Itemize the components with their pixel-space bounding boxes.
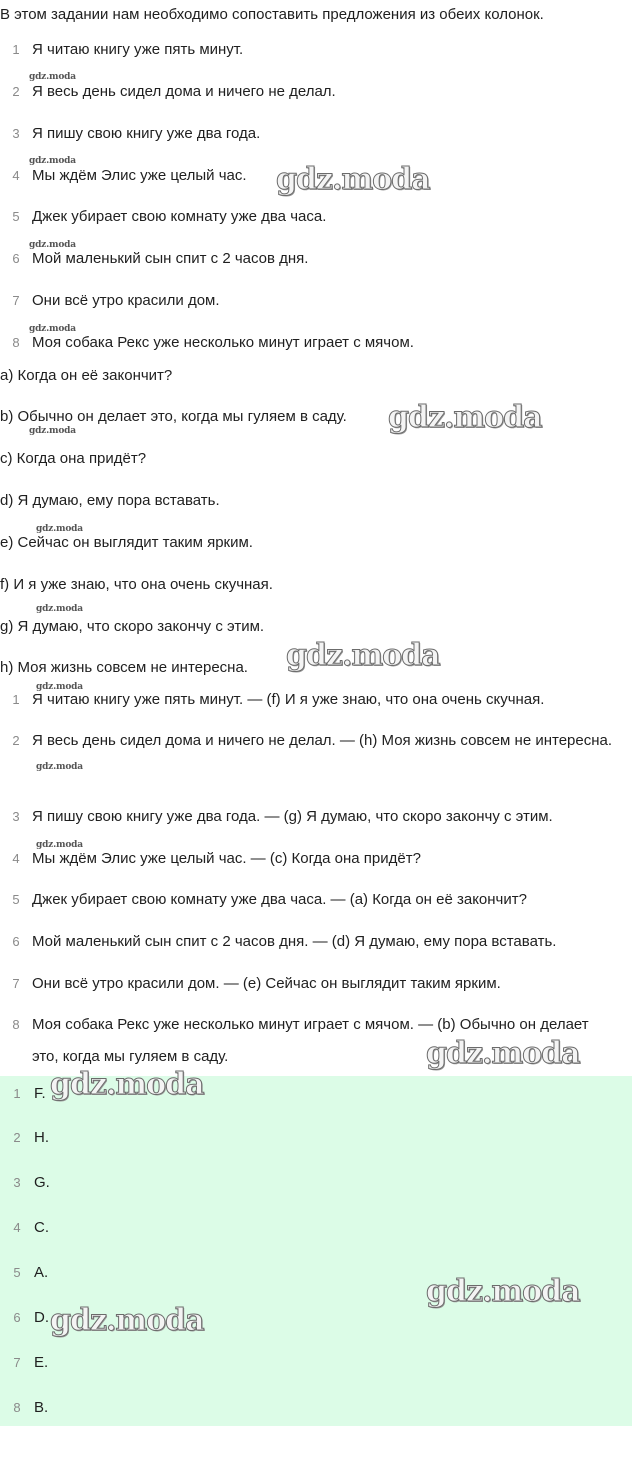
watermark-small: gdz.moda (29, 156, 76, 166)
item-text: Я весь день сидел дома и ничего не делал. — (h) Моя жизнь совсем не интересна. (32, 732, 613, 749)
watermark-small: gdz.moda (36, 604, 83, 614)
option-item: a) Когда он её закончит? (0, 367, 173, 384)
watermark-small: gdz.moda (29, 426, 76, 436)
sentence-item (0, 167, 247, 185)
watermark-small: gdz.moda (36, 524, 83, 534)
watermark-small: gdz.moda (29, 324, 76, 334)
item-text: F. (34, 1085, 46, 1102)
item-number: 3 (12, 126, 20, 141)
watermark-small: gdz.moda (36, 762, 83, 772)
item-number: 4 (12, 851, 20, 866)
item-text: B. (34, 1399, 49, 1416)
option-item: e) Сейчас он выглядит таким ярким. (0, 534, 253, 551)
item-text: Джек убирает свою комнату уже два часа. (32, 208, 327, 225)
answer-item (0, 1309, 49, 1327)
item-text: Я пишу свою книгу уже два года. — (g) Я думаю, что скоро закончу с этим. (32, 808, 553, 825)
sentence-item (0, 208, 326, 226)
item-text: E. (34, 1354, 49, 1371)
item-text: H. (34, 1129, 49, 1146)
item-number: 3 (12, 809, 20, 824)
item-number: 8 (13, 1400, 21, 1415)
item-number: 2 (12, 733, 20, 748)
answer-item (0, 1174, 50, 1192)
answer-item (0, 1129, 49, 1147)
answer-item (0, 1399, 48, 1417)
item-text: Мой маленький сын спит с 2 часов дня. (32, 250, 309, 267)
item-text: Мой маленький сын спит с 2 часов дня. — (d) Я думаю, ему пора вставать. (32, 933, 557, 950)
watermark-large: gdz.moda (426, 1036, 580, 1071)
item-text: Моя собака Рекс уже несколько минут играет с мячом. — (b) Обычно он делает это, когда мы гуляем в саду. (32, 1016, 589, 1065)
watermark-large: gdz.moda (388, 400, 542, 435)
item-number: 4 (13, 1220, 21, 1235)
item-number: 2 (12, 84, 20, 99)
item-text: Моя собака Рекс уже несколько минут играет с мячом. (32, 334, 414, 351)
item-number: 6 (12, 934, 20, 949)
option-item: h) Моя жизнь совсем не интересна. (0, 659, 248, 676)
item-number: 5 (12, 892, 20, 907)
item-text: C. (34, 1219, 49, 1236)
watermark-large: gdz.moda (276, 162, 430, 197)
option-item: b) Обычно он делает это, когда мы гуляем в саду. (0, 408, 347, 425)
item-text: Я пишу свою книгу уже два года. (32, 125, 261, 142)
item-number: 7 (12, 976, 20, 991)
item-number: 1 (12, 692, 20, 707)
match-item (0, 891, 527, 909)
watermark-large: gdz.moda (286, 638, 440, 673)
sentence-item (0, 41, 243, 59)
answer-item (0, 1085, 46, 1103)
watermark-small: gdz.moda (29, 240, 76, 250)
option-item: d) Я думаю, ему пора вставать. (0, 492, 220, 509)
item-number: 1 (13, 1086, 21, 1101)
item-text: Я читаю книгу уже пять минут. — (f) И я уже знаю, что она очень скучная. (32, 691, 545, 708)
answer-item (0, 1354, 48, 1372)
item-number: 6 (12, 251, 20, 266)
match-item (0, 691, 544, 709)
match-item (0, 933, 556, 951)
item-number: 8 (12, 1017, 20, 1032)
watermark-large: gdz.moda (50, 1303, 204, 1338)
match-item (0, 975, 501, 993)
watermark-small: gdz.moda (29, 72, 76, 82)
item-number: 3 (13, 1175, 21, 1190)
answer-item (0, 1219, 49, 1237)
option-item: c) Когда она придёт? (0, 450, 147, 467)
item-text: Джек убирает свою комнату уже два часа. — (a) Когда он её закончит? (32, 891, 527, 908)
item-text: Они всё утро красили дом. — (e) Сейчас он выглядит таким ярким. (32, 975, 501, 992)
answers-panel (0, 1076, 632, 1426)
sentence-item (0, 292, 220, 310)
sentence-item (0, 250, 308, 268)
match-item (0, 808, 553, 826)
watermark-small: gdz.moda (36, 840, 83, 850)
watermark-large: gdz.moda (426, 1274, 580, 1309)
item-text: G. (34, 1174, 50, 1191)
item-number: 6 (13, 1310, 21, 1325)
item-number: 7 (12, 293, 20, 308)
watermark-small: gdz.moda (36, 682, 83, 692)
item-number: 5 (13, 1265, 21, 1280)
match-item (0, 850, 421, 868)
option-item: g) Я думаю, что скоро закончу с этим. (0, 618, 265, 635)
item-number: 7 (13, 1355, 21, 1370)
option-item: f) И я уже знаю, что она очень скучная. (0, 576, 273, 593)
item-text: D. (34, 1309, 49, 1326)
sentence-item (0, 83, 336, 101)
watermark-large: gdz.moda (50, 1067, 204, 1102)
item-text: Мы ждём Элис уже целый час. — (c) Когда она придёт? (32, 850, 421, 867)
answer-item (0, 1264, 48, 1282)
item-text: Мы ждём Элис уже целый час. (32, 167, 247, 184)
intro-text: В этом задании нам необходимо сопоставить предложения из обеих колонок. (0, 6, 544, 23)
match-item (0, 725, 620, 757)
sentence-item (0, 125, 260, 143)
item-text: Я весь день сидел дома и ничего не делал. (32, 83, 336, 100)
item-number: 8 (12, 335, 20, 350)
item-number: 2 (13, 1130, 21, 1145)
sentence-item (0, 334, 414, 352)
item-number: 1 (12, 42, 20, 57)
item-text: Они всё утро красили дом. (32, 292, 220, 309)
item-text: Я читаю книгу уже пять минут. (32, 41, 244, 58)
item-number: 4 (12, 168, 20, 183)
item-text: A. (34, 1264, 49, 1281)
item-number: 5 (12, 209, 20, 224)
